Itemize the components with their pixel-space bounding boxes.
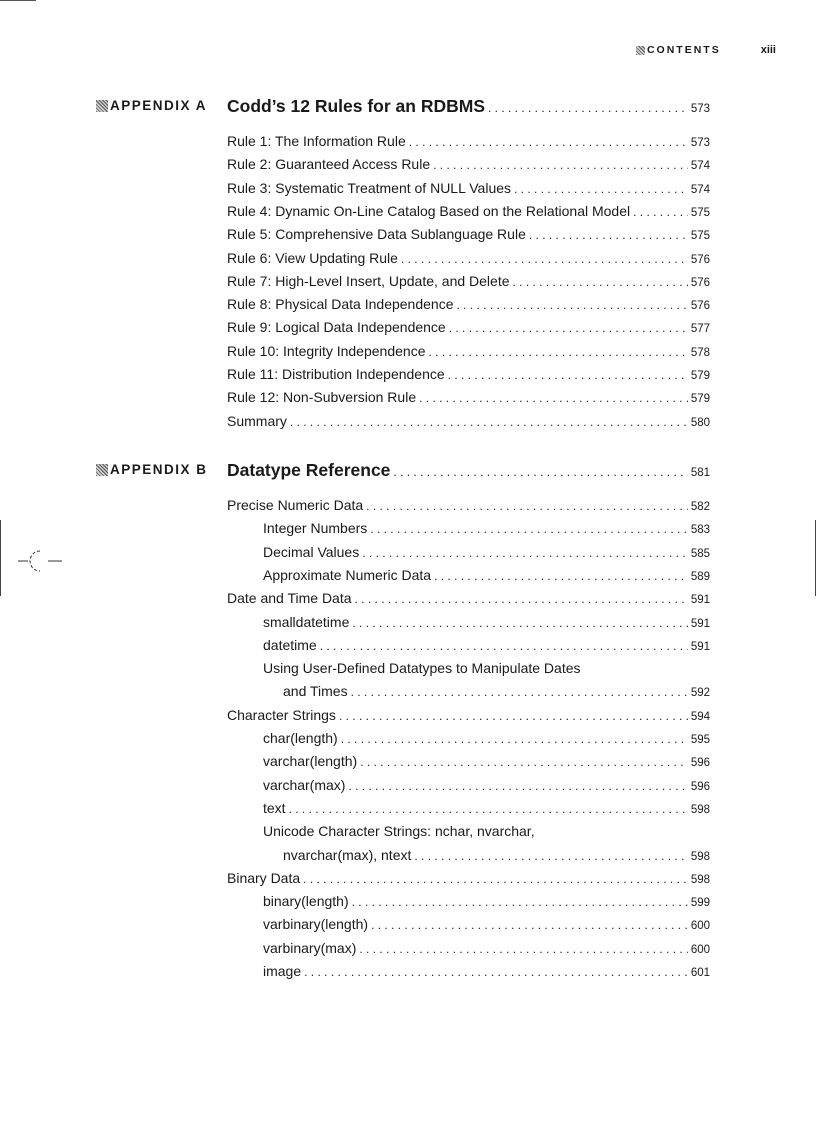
toc-entry-page-number: 600	[690, 943, 710, 956]
dot-leader	[409, 131, 688, 153]
toc-entry[interactable]	[263, 541, 710, 563]
dot-leader	[633, 201, 688, 223]
appendix-label	[96, 98, 207, 113]
toc-entry-page-number: 596	[690, 780, 710, 793]
dot-leader	[304, 961, 688, 983]
toc-entry-page-number: 580	[690, 416, 710, 429]
dot-leader	[351, 681, 688, 703]
toc-entry[interactable]	[227, 494, 710, 516]
toc-entry-page-number: 573	[690, 137, 710, 149]
toc-entry-title: Binary Data	[227, 869, 301, 886]
toc-entry-page-number: 576	[690, 253, 710, 266]
toc-entry[interactable]	[227, 340, 710, 362]
trim-mark-left	[0, 520, 1, 596]
toc-entry-title: varbinary(length)	[263, 916, 369, 933]
toc-entry-title: Rule 2: Guaranteed Access Rule	[227, 156, 431, 173]
appendix-heading[interactable]	[96, 460, 710, 484]
toc-entry-page-number: 591	[690, 640, 710, 653]
dot-leader	[303, 868, 688, 890]
toc-entry-page-number: 574	[690, 160, 710, 173]
dot-leader	[320, 635, 688, 657]
toc-entry-page-number: 577	[690, 323, 710, 336]
running-head	[636, 44, 776, 56]
toc-entry[interactable]	[263, 564, 710, 586]
dot-leader	[362, 542, 688, 564]
dot-leader	[414, 845, 687, 867]
toc-entry-title: Rule 1: The Information Rule	[227, 133, 406, 149]
toc-entry-page-number: 574	[690, 183, 710, 196]
toc-entry-title: Date and Time Data	[227, 590, 352, 607]
toc-entry-title: text	[263, 799, 286, 816]
toc-entry-title: smalldatetime	[263, 613, 350, 630]
dot-leader	[419, 387, 688, 409]
toc-entry-title: Rule 3: Systematic Treatment of NULL Values	[227, 179, 512, 196]
dot-leader	[290, 411, 688, 433]
toc-entry[interactable]	[263, 517, 710, 539]
toc-entry-title: Rule 11: Distribution Independence	[227, 366, 445, 382]
toc-entry[interactable]	[227, 316, 710, 338]
toc-entry[interactable]	[263, 820, 710, 842]
toc-entry-title: Rule 7: High-Level Insert, Update, and Delete	[227, 272, 510, 289]
dot-leader	[434, 565, 688, 587]
toc-entry[interactable]	[263, 797, 710, 819]
toc-entry[interactable]	[263, 774, 710, 796]
toc-entry-page-number: 583	[690, 524, 710, 537]
toc-entry[interactable]	[263, 657, 710, 679]
appendix-title-row	[227, 460, 710, 481]
dot-leader	[352, 891, 688, 913]
toc-entry[interactable]	[227, 587, 710, 609]
toc-entry-title: Approximate Numeric Data	[263, 566, 432, 583]
toc-entry-title: varchar(max)	[263, 776, 346, 793]
appendix-title-row	[227, 96, 710, 117]
dot-leader	[360, 751, 688, 773]
dot-leader	[348, 775, 687, 797]
appendix-label-text: APPENDIX B	[110, 462, 208, 477]
dot-leader	[289, 798, 688, 820]
dot-leader	[341, 728, 688, 750]
toc-entry-page-number: 585	[690, 547, 710, 560]
toc-entry-title: Rule 9: Logical Data Independence	[227, 319, 446, 336]
toc-entry-title: Unicode Character Strings: nchar, nvarchar,	[263, 823, 535, 840]
square-bullet-icon	[636, 46, 645, 55]
toc-entry-page-number: 589	[690, 570, 710, 583]
toc-entry[interactable]	[263, 890, 710, 912]
toc-entry[interactable]	[263, 913, 710, 935]
toc-entry-title: binary(length)	[263, 893, 349, 910]
dot-leader	[352, 612, 687, 634]
toc-entry-page-number: 598	[690, 873, 710, 886]
dot-leader	[355, 588, 688, 610]
toc-entry-page-number: 575	[690, 230, 710, 243]
toc-entry-title: Summary	[227, 412, 287, 429]
toc-entry[interactable]	[283, 844, 710, 866]
toc-entry-page-number: 579	[690, 393, 710, 406]
toc-entry-title: Rule 6: View Updating Rule	[227, 249, 398, 266]
square-bullet-icon	[96, 100, 108, 112]
toc-entry-page-number: 575	[690, 206, 710, 219]
toc-entry[interactable]	[227, 867, 710, 889]
toc-entry-title: Decimal Values	[263, 543, 360, 560]
toc-entry-page-number: 594	[690, 710, 710, 723]
toc-entry-page-number: 579	[690, 370, 710, 382]
toc-entry-title: varbinary(max)	[263, 939, 357, 956]
square-bullet-icon	[96, 464, 108, 476]
toc-entry[interactable]	[227, 270, 710, 292]
dot-leader	[449, 317, 688, 339]
dot-leader	[448, 364, 688, 386]
dot-leader	[529, 224, 688, 246]
toc-entry[interactable]	[263, 634, 710, 656]
toc-entry-page-number: 592	[690, 687, 710, 700]
dot-leader	[393, 465, 687, 479]
dot-leader	[339, 705, 688, 727]
toc-entry[interactable]	[263, 727, 710, 749]
toc-entry-title: Integer Numbers	[263, 520, 368, 537]
toc-entry-page-number: 578	[690, 346, 710, 359]
registration-mark-icon	[18, 548, 62, 574]
toc-entry[interactable]	[263, 960, 710, 982]
dot-leader	[359, 938, 687, 960]
dot-leader	[401, 248, 688, 270]
toc-entry-page-number: 576	[690, 276, 710, 289]
toc-entry[interactable]	[227, 200, 710, 222]
dot-leader	[514, 178, 688, 200]
appendix-heading[interactable]	[96, 96, 710, 120]
toc-entry[interactable]	[227, 704, 710, 726]
appendix-page-number: 573	[690, 103, 710, 115]
toc-entry[interactable]	[263, 611, 710, 633]
toc-entry-page-number: 596	[690, 757, 710, 770]
toc-entry-page-number: 591	[690, 617, 710, 630]
dot-leader	[456, 294, 687, 316]
toc-entry-title: nvarchar(max), ntext	[283, 846, 412, 863]
toc-entry[interactable]	[227, 386, 710, 408]
toc-entry-title: Rule 10: Integrity Independence	[227, 342, 426, 359]
toc-entry[interactable]	[227, 153, 710, 175]
toc-entry-page-number: 599	[690, 897, 710, 910]
toc-entry-title: Rule 12: Non-Subversion Rule	[227, 389, 417, 406]
toc-entry-title: Rule 4: Dynamic On-Line Catalog Based on the Relational Model	[227, 202, 631, 219]
toc-entry-title: and Times	[283, 683, 348, 700]
appendix-title: Datatype Reference	[227, 460, 391, 480]
toc-entry[interactable]	[227, 363, 710, 385]
toc-entry-title: image	[263, 963, 302, 979]
toc-entry[interactable]	[227, 177, 710, 199]
dot-leader	[433, 154, 688, 176]
dot-leader	[370, 518, 688, 540]
running-head-label: CONTENTS	[646, 44, 721, 56]
appendix-title: Codd’s 12 Rules for an RDBMS	[227, 96, 485, 116]
dot-leader	[428, 341, 687, 363]
toc-entry-page-number: 598	[690, 803, 710, 816]
dot-leader	[513, 271, 688, 293]
appendix-label	[96, 462, 208, 477]
toc-entry-title: datetime	[263, 636, 317, 653]
toc-entry-title: Rule 8: Physical Data Independence	[227, 296, 454, 313]
toc-entry-page-number: 601	[690, 967, 710, 979]
dot-leader	[366, 495, 688, 517]
toc-entry[interactable]	[263, 750, 710, 772]
dot-leader	[371, 914, 688, 936]
dot-leader	[488, 101, 688, 115]
crop-mark	[0, 0, 36, 1]
toc-entry[interactable]	[227, 293, 710, 315]
toc-entry-page-number: 582	[690, 501, 710, 513]
appendix-page-number: 581	[690, 467, 710, 479]
toc-entry-title: Using User-Defined Datatypes to Manipulate Dates	[263, 660, 581, 677]
toc-entry-title: Rule 5: Comprehensive Data Sublanguage Rule	[227, 226, 526, 243]
toc-entry-title: varchar(length)	[263, 753, 358, 770]
toc-entry-page-number: 595	[690, 734, 710, 746]
toc-entry-title: char(length)	[263, 730, 338, 746]
appendix-label-text: APPENDIX A	[110, 98, 208, 113]
running-head-page-number: xiii	[760, 44, 776, 56]
toc-entry-title: Precise Numeric Data	[227, 497, 364, 513]
toc-entry-page-number: 576	[690, 300, 710, 313]
toc-entry[interactable]	[283, 680, 710, 702]
toc-entry[interactable]	[263, 937, 710, 959]
toc-entry-page-number: 600	[690, 920, 710, 933]
toc-entry[interactable]	[227, 223, 710, 245]
toc-entry-page-number: 598	[690, 850, 710, 863]
toc-entry-title: Character Strings	[227, 706, 336, 723]
toc-entry[interactable]	[227, 130, 710, 152]
toc-entry[interactable]	[227, 410, 710, 432]
toc-entry[interactable]	[227, 247, 710, 269]
toc-entry-page-number: 591	[690, 594, 710, 607]
